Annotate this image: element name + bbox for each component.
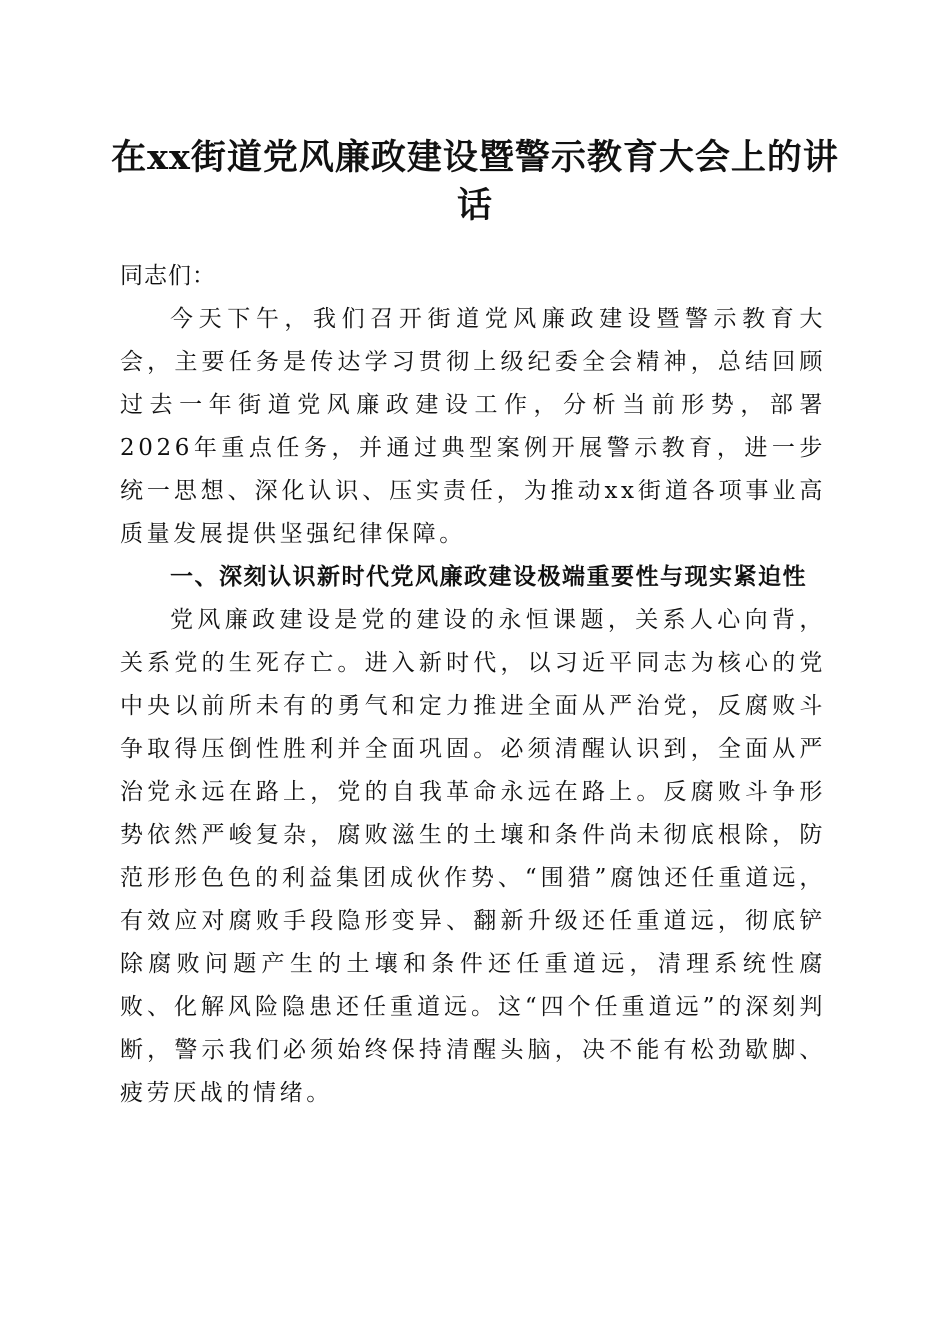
intro-paragraph: 今天下午，我们召开街道党风廉政建设暨警示教育大会，主要任务是传达学习贯彻上级纪委全会精神，总结回顾过去一年街道党风廉政建设工作，分析当前形势，部署2026年重点任务，并通过典型案例开展警示教育，进一步统一思想、深化认识、压实责任，为推动xx街道各项事业高质量发展提供坚强纪律保障。 bbox=[120, 306, 826, 547]
document-title: 在xx街道党风廉政建设暨警示教育大会上的讲话 bbox=[111, 137, 839, 226]
section-heading-1: 一、深刻认识新时代党风廉政建设极端重要性与现实紧迫性 bbox=[170, 564, 807, 590]
salutation: 同志们： bbox=[120, 263, 216, 289]
document-body bbox=[120, 255, 826, 1115]
section-1-paragraph: 党风廉政建设是党的建设的永恒课题，关系人心向背，关系党的生死存亡。进入新时代，以习近平同志为核心的党中央以前所未有的勇气和定力推进全面从严治党，反腐败斗争取得压倒性胜利并全面巩固。必须清醒认识到，全面从严治党永远在路上，党的自我革命永远在路上。反腐败斗争形势依然严峻复杂，腐败滋生的土壤和条件尚未彻底根除，防范形形色色的利益集团成伙作势、“围猎”腐蚀还任重道远，有效应对腐败手段隐形变异、翻新升级还任重道远，彻底铲除腐败问题产生的土壤和条件还任重道远，清理系统性腐败、化解风险隐患还任重道远。这“四个任重道远”的深刻判断，警示我们必须始终保持清醒头脑，决不能有松劲歇脚、疲劳厌战的情绪。 bbox=[120, 607, 826, 1106]
